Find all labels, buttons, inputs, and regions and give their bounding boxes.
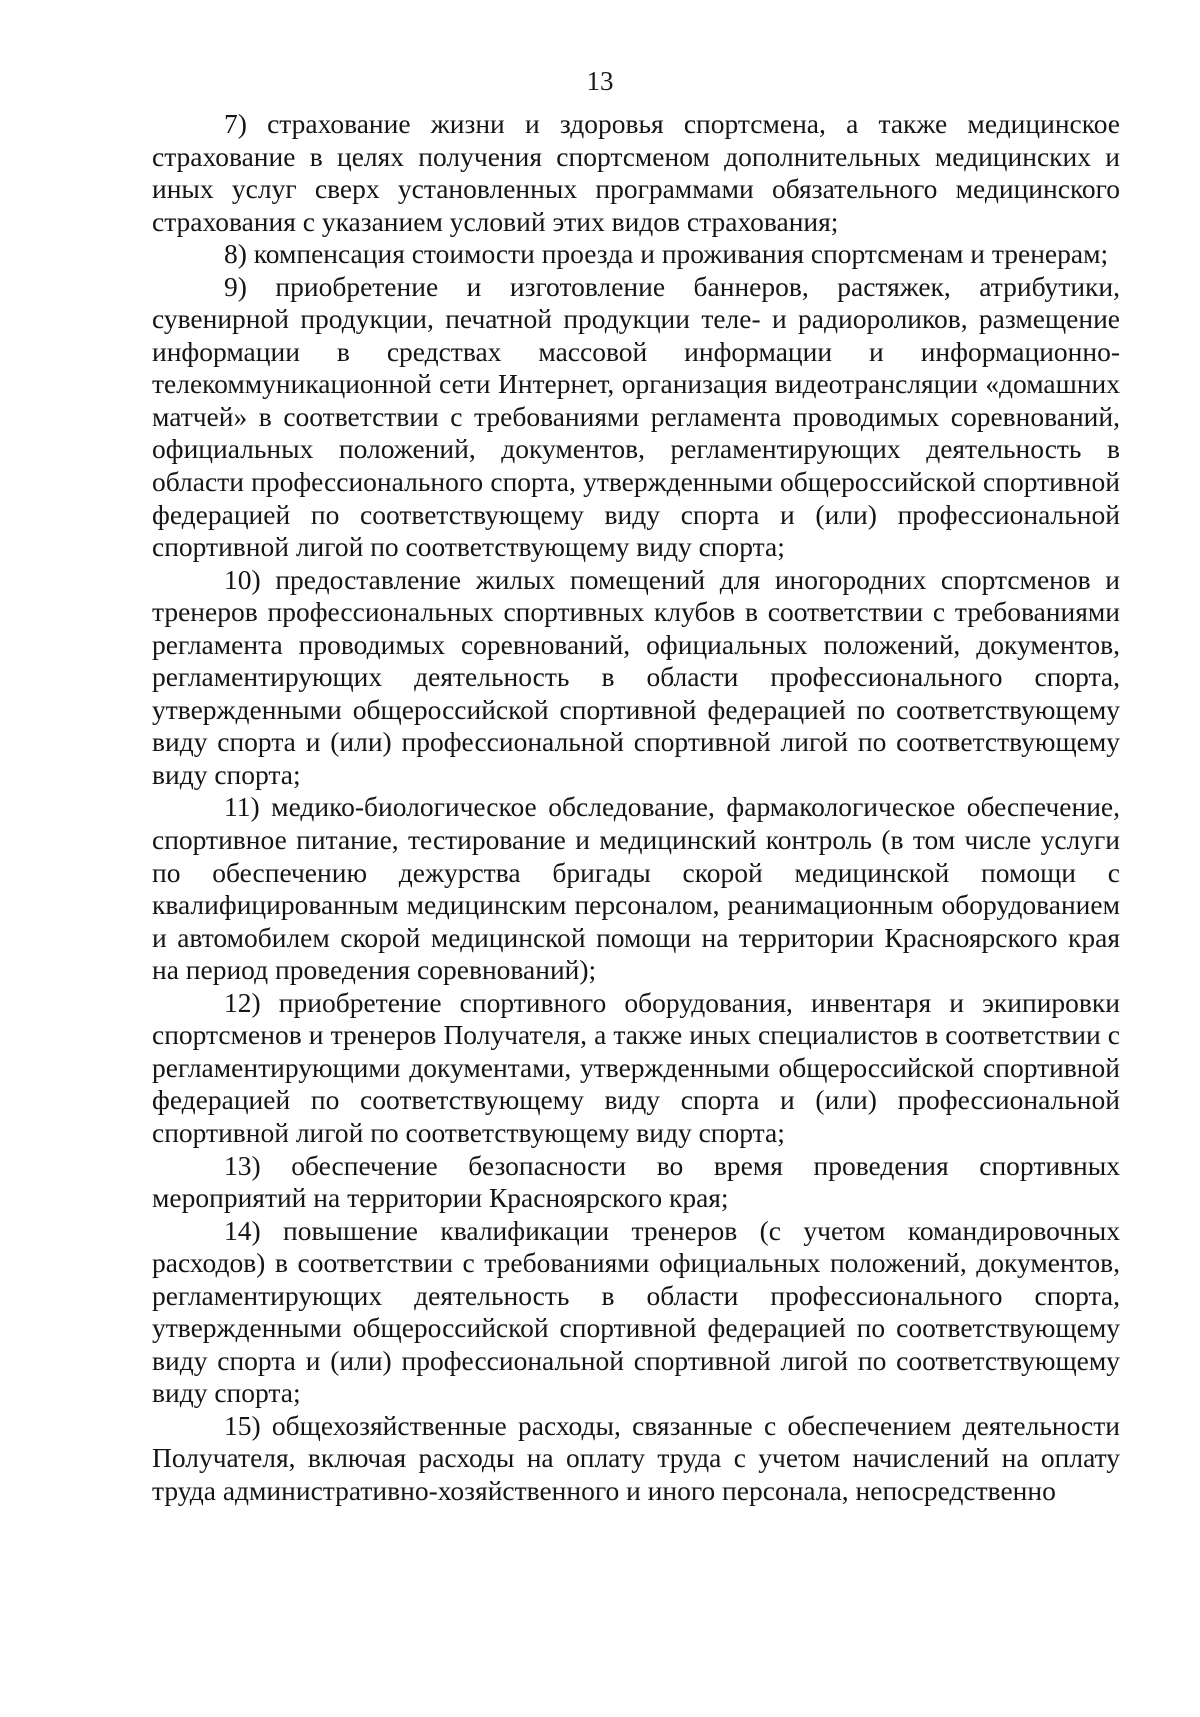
list-item-8: 8) компенсация стоимости проезда и проживания спортсменам и тренерам; [224,238,1109,270]
list-item-12: 12) приобретение спортивного оборудования, инвентаря и экипировки спортсменов и тренеров Получателя, а также иных специалистов в соответствии с регламентирующими документами, утвержденными общероссийской спортивной федерацией по соответствующему виду спорта и (или) профессиональной спортивной лигой по соответствующему виду спорта; [152,986,1120,1148]
list-item-9: 9) приобретение и изготовление баннеров, растяжек, атрибутики, сувенирной продукции, печатной продукции теле- и радиороликов, размещение информации в средствах массовой информации и информационно-телекоммуникационной сети Интернет, организация видеотрансляции «домашних матчей» в соответствии с требованиями регламента проводимых соревнований, официальных положений, документов, регламентирующих деятельность в области профессионального спорта, утвержденными общероссийской спортивной федерацией по соответствующему виду спорта и (или) профессиональной спортивной лигой по соответствующему виду спорта; [152,270,1120,563]
document-body [152,108,1120,1508]
list-item-14: 14) повышение квалификации тренеров (с учетом командировочных расходов) в соответствии с требованиями официальных положений, документов, регламентирующих деятельность в области профессионального спорта, утвержденными общероссийской спортивной федерацией по соответствующему виду спорта и (или) профессиональной спортивной лигой по соответствующему виду спорта; [152,1214,1120,1409]
list-item-7: 7) страхование жизни и здоровья спортсмена, а также медицинское страхование в целях получения спортсменом дополнительных медицинских и иных услуг сверх установленных программами обязательного медицинского страхования с указанием условий этих видов страхования; [152,108,1120,237]
list-item-15: 15) общехозяйственные расходы, связанные с обеспечением деятельности Получателя, включая расходы на оплату труда с учетом начислений на оплату труда административно-хозяйственного и иного персонала, непосредственно [152,1409,1120,1506]
list-item-11: 11) медико-биологическое обследование, фармакологическое обеспечение, спортивное питание, тестирование и медицинский контроль (в том числе услуги по обеспечению дежурства бригады скорой медицинской помощи с квалифицированным медицинским персоналом, реанимационным оборудованием и автомобилем скорой медицинской помощи на территории Красноярского края на период проведения соревнований); [152,791,1120,986]
page-number: 13 [586,66,614,96]
list-item-13: 13) обеспечение безопасности во время проведения спортивных мероприятий на территории Красноярского края; [152,1149,1120,1214]
list-item-10: 10) предоставление жилых помещений для иногородних спортсменов и тренеров профессиональных спортивных клубов в соответствии с требованиями регламента проводимых соревнований, официальных положений, документов, регламентирующих деятельность в области профессионального спорта, утвержденными общероссийской спортивной федерацией по соответствующему виду спорта и (или) профессиональной спортивной лигой по соответствующему виду спорта; [152,563,1120,790]
